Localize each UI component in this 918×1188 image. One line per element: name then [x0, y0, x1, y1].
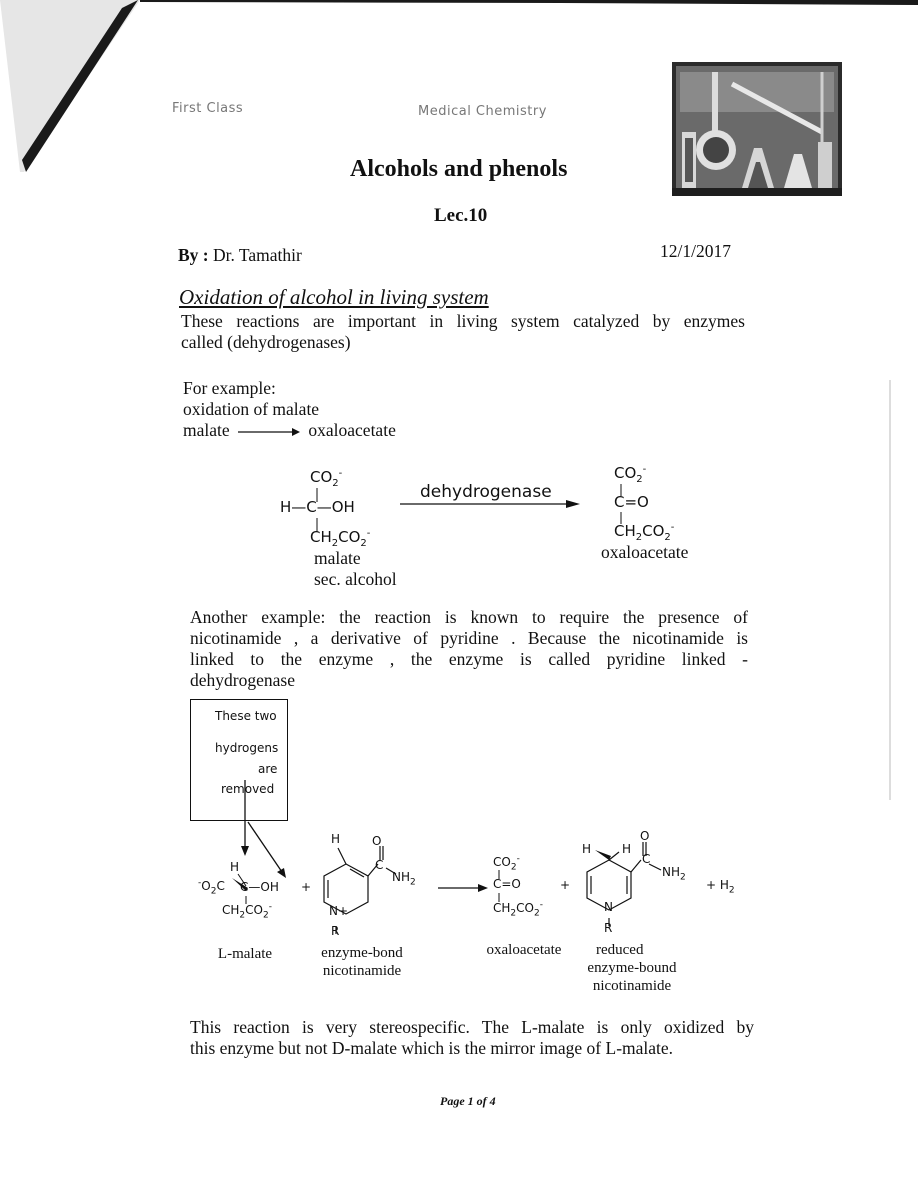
reaction2-arrow-icon — [438, 882, 488, 894]
reduced-c: C — [642, 852, 651, 866]
intro-paragraph — [181, 311, 745, 353]
dehydrogenase-arrow-icon — [400, 498, 580, 510]
oxalo-small-co2: CO — [493, 855, 511, 869]
section2-line-3: linked to the enzyme , the enzyme is called pyridine linked - — [190, 649, 748, 669]
example-equation — [183, 420, 396, 441]
example-desc: oxidation of malate — [183, 399, 320, 419]
plus-sign-2: + — [560, 878, 571, 892]
page-title: Alcohols and phenols — [350, 156, 568, 182]
section2-line-4: dehydrogenase — [190, 670, 295, 690]
label-oxaloacetate: oxaloacetate — [486, 942, 562, 958]
reduced-h1: H — [582, 842, 592, 856]
section2-line-1: Another example: the reaction is known to require the presence of — [190, 607, 748, 627]
label-reduced-line-2: enzyme-bound — [587, 960, 677, 976]
lmalate-o2c: O — [201, 879, 211, 893]
oxaloacetate-structure: $CO_2^-$ C=O $CH_2CO_2^-$ — [614, 464, 675, 543]
label-reduced — [574, 941, 690, 995]
note-line-3: are — [258, 762, 278, 776]
class-label: First Class — [172, 101, 244, 116]
reduced-h2: H — [622, 842, 632, 856]
conclusion-line-2: this enzyme but not D-malate which is the mirror image of L-malate. — [190, 1038, 674, 1058]
oxalo-co2: CO — [614, 464, 637, 482]
note-line-1: These two — [215, 709, 277, 723]
malate-co2: CO — [310, 468, 333, 486]
example-block — [183, 378, 396, 441]
lab-glassware-image — [672, 62, 842, 196]
author-prefix: By : — [178, 245, 209, 265]
malate-center: H—C—OH — [280, 498, 355, 516]
nad-n-plus: N+ — [329, 904, 349, 918]
nad-nh2: NH — [392, 870, 410, 884]
conclusion-paragraph — [190, 1017, 754, 1059]
oxalo-carbonyl: C=O — [614, 493, 649, 511]
date: 12/1/2017 — [660, 241, 731, 261]
note-line-4: removed — [221, 782, 275, 796]
subject-label: Medical Chemistry — [418, 104, 547, 119]
label-nad-line-2: nicotinamide — [322, 963, 402, 979]
reduced-o: O — [640, 829, 650, 843]
enzyme-label: dehydrogenase — [420, 482, 552, 502]
section2-line-2: nicotinamide , a derivative of pyridine . Because the nicotinamide is — [190, 628, 748, 648]
oxalo-ch2co2: CH — [614, 522, 636, 540]
reduced-nh2: NH — [662, 865, 680, 879]
reduced-r: R — [604, 921, 613, 935]
conclusion-line-1: This reaction is very stereospecific. The L-malate is only oxidized by — [190, 1017, 754, 1037]
h2-product: + H — [706, 878, 729, 892]
reaction-arrow-icon — [238, 426, 300, 438]
author-name: Dr. Tamathir — [208, 245, 302, 265]
lmalate-h: H — [230, 860, 240, 874]
intro-line-2: called (dehydrogenases) — [181, 332, 351, 352]
oxalo-small-structure: $CO_2^-$ C=O $CH_2CO_2^-$ — [493, 854, 543, 919]
label-reduced-line-3: nicotinamide — [592, 978, 672, 994]
lmalate-structure: H $^-O_2C$ C—OH $CH_2CO_2^-$ — [198, 860, 279, 921]
malate-structure: $CO_2^-$ H—C—OH $CH_2CO_2^-$ — [280, 468, 371, 549]
oxalo-small-co: C=O — [493, 877, 521, 891]
page-number: Page 1 of 4 — [440, 1094, 496, 1108]
label-lmalate: L-malate — [217, 946, 273, 962]
note-line-2: hydrogens — [215, 741, 279, 755]
label-reduced-line-1: reduced — [596, 942, 644, 958]
nad-o: O — [372, 834, 382, 848]
example-label: For example: — [183, 378, 276, 398]
section-heading: Oxidation of alcohol in living system — [179, 285, 489, 309]
author-line — [178, 245, 302, 266]
nad-r: R — [331, 924, 340, 938]
oxaloacetate-name: oxaloacetate — [601, 542, 689, 562]
malate-name: malate — [314, 548, 361, 568]
scan-right-edge — [888, 380, 892, 800]
label-nad — [300, 944, 424, 980]
lmalate-ch2co2: CH — [222, 903, 240, 917]
malate-ch2co2: CH — [310, 528, 332, 546]
malate-class: sec. alcohol — [314, 569, 397, 589]
lecture-number: Lec.10 — [434, 205, 488, 226]
example-product: oxaloacetate — [308, 420, 396, 440]
dihydropyridine-ring — [575, 830, 705, 940]
section2-paragraph — [190, 607, 748, 691]
intro-line-1: These reactions are important in living system catalyzed by enzymes — [181, 311, 745, 331]
label-nad-line-1: enzyme-bond — [321, 945, 403, 961]
example-reactant: malate — [183, 420, 230, 440]
lmalate-coh: C—OH — [240, 880, 279, 894]
nad-c: C — [375, 858, 384, 872]
oxalo-small-ch2co2: CH — [493, 901, 511, 915]
reduced-n: N — [604, 900, 613, 914]
nad-h: H — [331, 832, 341, 846]
plus-sign-1: + — [301, 880, 312, 894]
